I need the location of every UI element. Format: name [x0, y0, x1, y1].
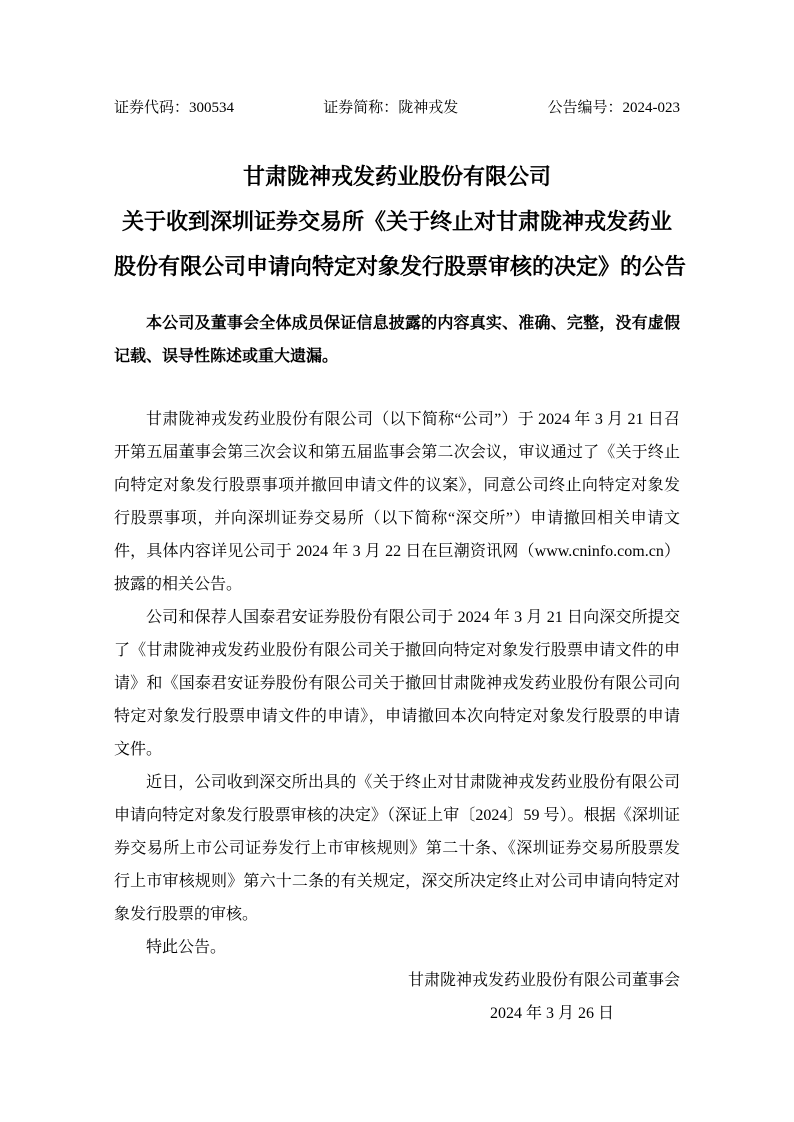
document-body	[114, 403, 680, 931]
announcement-no-label: 公告编号：2024-023	[547, 100, 680, 116]
document-title	[114, 154, 687, 289]
body-paragraph-1: 甘肃陇神戎发药业股份有限公司（以下简称“公司”）于 2024 年 3 月 21 日召开第五届董事会第三次会议和第五届监事会第二次会议，审议通过了《关于终止向特定对象发行股票事项并撤回申请文件的议案》，同意公司终止向特定对象发行股票事项，并向深圳证券交易所（以下简称“深交所”）申请撤回相关申请文件，具体内容详见公司于 2024 年 3 月 22 日在巨潮资讯网（www.cninfo.com.cn）披露的相关公告。	[114, 411, 680, 593]
closing-statement: 特此公告。	[146, 939, 227, 956]
title-subject-line-2: 股份有限公司申请向特定对象发行股票审核的决定》的公告	[114, 254, 687, 279]
stock-abbr-label: 证券简称：陇神戎发	[323, 100, 459, 116]
title-company-line: 甘肃陇神戎发药业股份有限公司	[242, 164, 551, 189]
title-subject-line-1: 关于收到深圳证券交易所《关于终止对甘肃陇神戎发药业	[121, 209, 672, 234]
document-header	[114, 98, 680, 118]
signature-date: 2024 年 3 月 26 日	[489, 1005, 614, 1022]
signature-company: 甘肃陇神戎发药业股份有限公司董事会	[407, 972, 680, 989]
stock-code-label: 证券代码：300534	[114, 100, 235, 116]
board-statement-paragraph: 本公司及董事会全体成员保证信息披露的内容真实、准确、完整，没有虚假记载、误导性陈述或重大遗漏。	[114, 315, 680, 365]
body-paragraph-3: 近日，公司收到深交所出具的《关于终止对甘肃陇神戎发药业股份有限公司申请向特定对象发行股票审核的决定》（深证上审〔2024〕59 号）。根据《深圳证券交易所上市公司证券发行上市审核规则》第二十条、《深圳证券交易所股票发行上市审核规则》第六十二条的有关规定，深交所决定终止对公司申请向特定对象发行股票的审核。	[114, 774, 680, 923]
body-paragraph-2: 公司和保荐人国泰君安证券股份有限公司于 2024 年 3 月 21 日向深交所提交了《甘肃陇神戎发药业股份有限公司关于撤回向特定对象发行股票申请文件的申请》和《国泰君安证券股份有限公司关于撤回甘肃陇神戎发药业股份有限公司向特定对象发行股票申请文件的申请》，申请撤回本次向特定对象发行股票的申请文件。	[114, 609, 680, 758]
